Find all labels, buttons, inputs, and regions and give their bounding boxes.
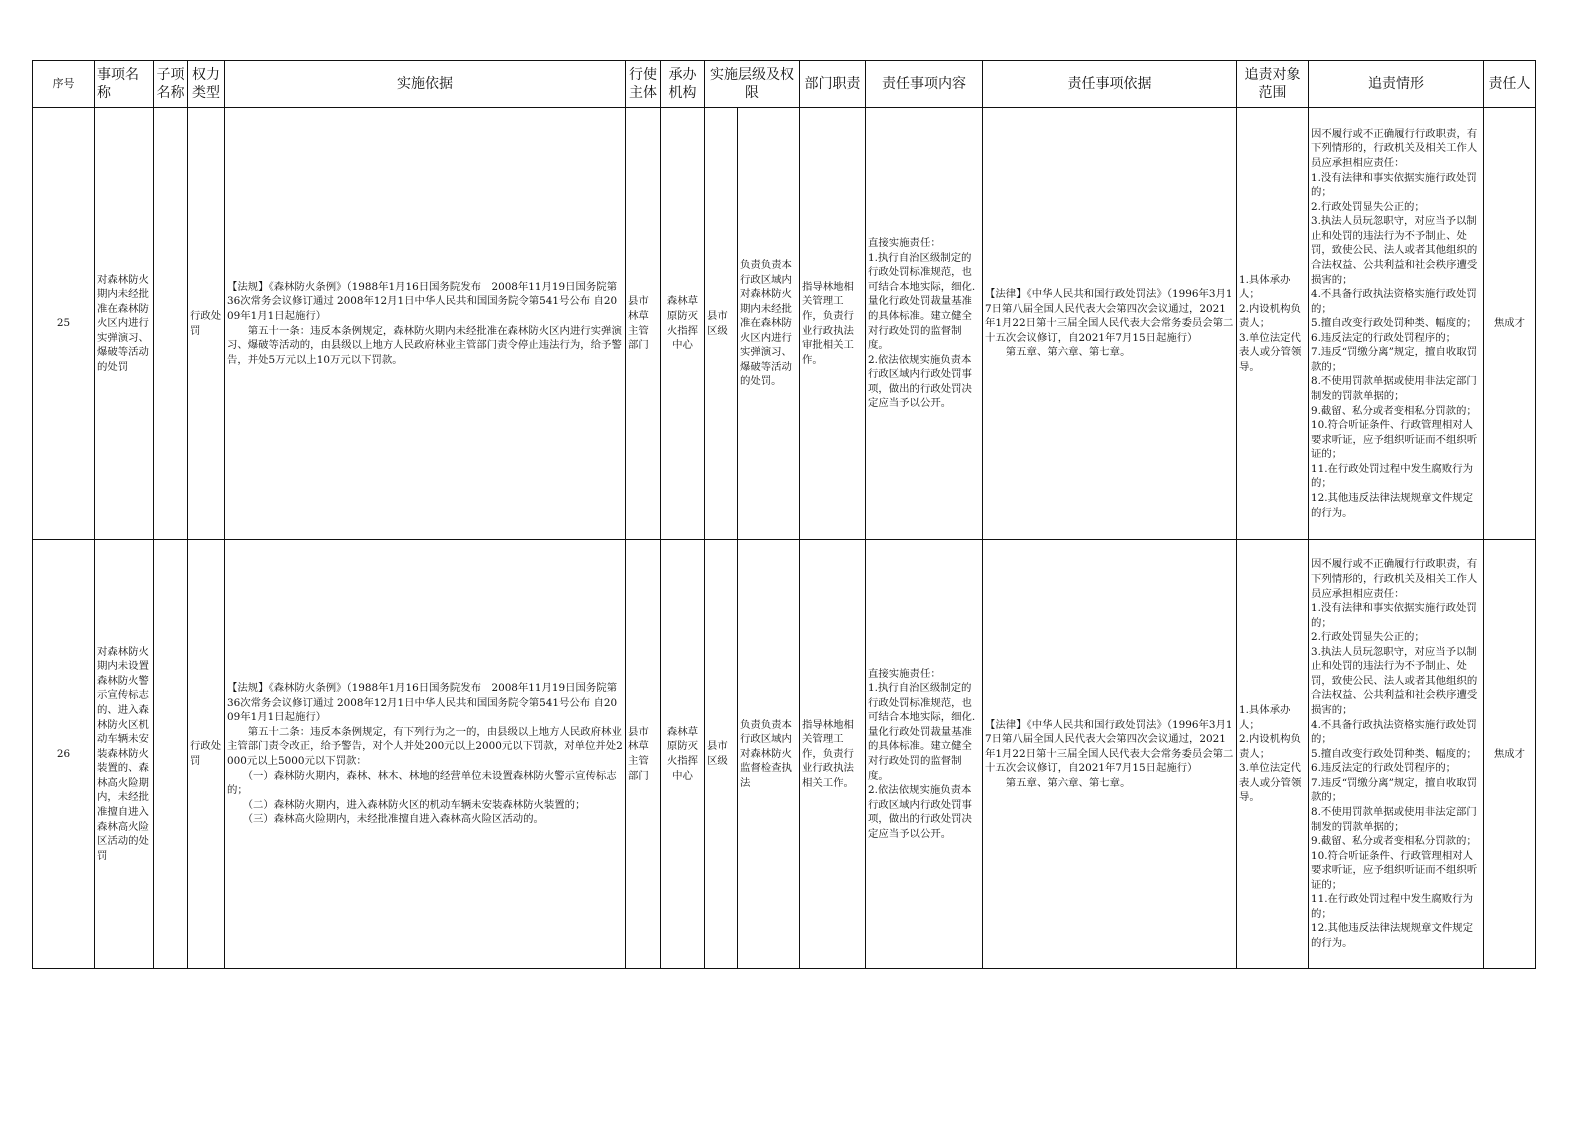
cell-resp-basis: 【法律】《中华人民共和国行政处罚法》（1996年3月17日第八届全国人民代表大会第四次会议通过，2021年1月22日第十三届全国人民代表大会常务委员会第二十五次会议修订，自2021年7月15日起施行） 第五章、第六章、第七章。 xyxy=(983,108,1237,540)
cell-situation: 因不履行或不正确履行行政职责，有下列情形的，行政机关及相关工作人员应承担相应责任： 1.没有法律和事实依据实施行政处罚的； 2.行政处罚显失公正的； 3.执法人员玩忽职守，对应当予以制止和处罚的违法行为不予制止、处罚，致使公民、法人或者其他组织的合法权益、公共利益和社会秩序遭受损害的； 4.不具备行政执法资格实施行政处罚的； 5.擅自改变行政处罚种类、幅度的； 6.违反法定的行政处罚程序的； 7.违反“罚缴分离”规定，擅自收取罚款的； 8.不使用罚款单据或使用非法定部门制发的罚款单据的； 9.截留、私分或者变相私分罚款的； 10.符合听证条件、行政管理相对人要求听证，应予组织听证而不组织听证的； 11.在行政处罚过程中发生腐败行为的； 12.其他违反法律法规规章文件规定的行为。 xyxy=(1309,108,1484,540)
header-resp-content: 责任事项内容 xyxy=(866,61,983,108)
cell-level: 县市区级 xyxy=(705,108,738,540)
cell-power-type: 行政处罚 xyxy=(188,540,225,969)
cell-resp-content: 直接实施责任： 1.执行自治区级制定的行政处罚标准规范，也可结合本地实际，细化.量化行政处罚裁量基准的具体标准。建立健全对行政处罚的监督制度。 2.依法依规实施负责本行政区域内行政处罚事项，做出的行政处罚决定应当予以公开。 xyxy=(866,108,983,540)
header-situation: 追责情形 xyxy=(1309,61,1484,108)
header-subject: 行使主体 xyxy=(626,61,661,108)
cell-sub-item xyxy=(154,108,188,540)
cell-agency: 森林草原防灭火指挥中心 xyxy=(661,540,705,969)
header-seq: 序号 xyxy=(33,61,95,108)
header-item-name: 事项名称 xyxy=(95,61,154,108)
cell-person: 焦成才 xyxy=(1484,108,1536,540)
cell-item-name: 对森林防火期内未经批准在森林防火区内进行实弹演习、爆破等活动的处罚 xyxy=(95,108,154,540)
cell-target: 1.具体承办人； 2.内设机构负责人； 3.单位法定代表人或分管领导。 xyxy=(1237,108,1309,540)
cell-subject: 县市林草主管部门 xyxy=(626,540,661,969)
cell-agency: 森林草原防灭火指挥中心 xyxy=(661,108,705,540)
cell-duty: 指导林地相关管理工作，负责行业行政执法相关工作。 xyxy=(800,540,866,969)
cell-seq: 25 xyxy=(33,108,95,540)
header-level: 实施层级及权限 xyxy=(705,61,800,108)
header-sub-item: 子项名称 xyxy=(154,61,188,108)
cell-sub-item xyxy=(154,540,188,969)
cell-level: 县市区级 xyxy=(705,540,738,969)
cell-seq: 26 xyxy=(33,540,95,969)
cell-power-type: 行政处罚 xyxy=(188,108,225,540)
header-resp-basis: 责任事项依据 xyxy=(983,61,1237,108)
header-person: 责任人 xyxy=(1484,61,1536,108)
cell-target: 1.具体承办人； 2.内设机构负责人； 3.单位法定代表人或分管领导。 xyxy=(1237,540,1309,969)
cell-basis: 【法规】《森林防火条例》（1988年1月16日国务院发布 2008年11月19日国务院第36次常务会议修订通过 2008年12月1日中华人民共和国国务院令第541号公布 自2009年1月1日起施行） 第五十二条：违反本条例规定，有下列行为之一的，由县级以上地方人民政府林业主管部门责令改正，给予警告，对个人并处200元以上2000元以下罚款，对单位并处2000元以上5000元以下罚款： （一）森林防火期内，森林、林木、林地的经营单位未设置森林防火警示宣传标志的； （二）森林防火期内，进入森林防火区的机动车辆未安装森林防火装置的； （三）森林高火险期内，未经批准擅自进入森林高火险区活动的。 xyxy=(225,540,626,969)
cell-person: 焦成才 xyxy=(1484,540,1536,969)
responsibility-table xyxy=(32,60,1536,969)
cell-subject: 县市林草主管部门 xyxy=(626,108,661,540)
header-target: 追责对象范围 xyxy=(1237,61,1309,108)
table-row xyxy=(33,540,1536,969)
header-power-type: 权力类型 xyxy=(188,61,225,108)
cell-situation: 因不履行或不正确履行行政职责，有下列情形的，行政机关及相关工作人员应承担相应责任： 1.没有法律和事实依据实施行政处罚的； 2.行政处罚显失公正的； 3.执法人员玩忽职守，对应当予以制止和处罚的违法行为不予制止、处罚，致使公民、法人或者其他组织的合法权益、公共利益和社会秩序遭受损害的； 4.不具备行政执法资格实施行政处罚的； 5.擅自改变行政处罚种类、幅度的； 6.违反法定的行政处罚程序的； 7.违反“罚缴分离”规定，擅自收取罚款的； 8.不使用罚款单据或使用非法定部门制发的罚款单据的； 9.截留、私分或者变相私分罚款的； 10.符合听证条件、行政管理相对人要求听证，应予组织听证而不组织听证的； 11.在行政处罚过程中发生腐败行为的； 12.其他违反法律法规规章文件规定的行为。 xyxy=(1309,540,1484,969)
cell-resp-basis: 【法律】《中华人民共和国行政处罚法》（1996年3月17日第八届全国人民代表大会第四次会议通过，2021年1月22日第十三届全国人民代表大会常务委员会第二十五次会议修订，自2021年7月15日起施行） 第五章、第六章、第七章。 xyxy=(983,540,1237,969)
cell-duty: 指导林地相关管理工作，负责行业行政执法审批相关工作。 xyxy=(800,108,866,540)
header-agency: 承办机构 xyxy=(661,61,705,108)
cell-item-name: 对森林防火期内未设置森林防火警示宣传标志的、进入森林防火区机动车辆未安装森林防火装置的、森林高火险期内，未经批准擅自进入森林高火险区活动的处罚 xyxy=(95,540,154,969)
cell-authority: 负责负责本行政区域内对森林防火期内未经批准在森林防火区内进行实弹演习、爆破等活动的处罚。 xyxy=(738,108,800,540)
header-row xyxy=(33,61,1536,108)
cell-resp-content: 直接实施责任： 1.执行自治区级制定的行政处罚标准规范，也可结合本地实际，细化.量化行政处罚裁量基准的具体标准。建立健全对行政处罚的监督制度。 2.依法依规实施负责本行政区域内行政处罚事项，做出的行政处罚决定应当予以公开。 xyxy=(866,540,983,969)
cell-basis: 【法规】《森林防火条例》（1988年1月16日国务院发布 2008年11月19日国务院第36次常务会议修订通过 2008年12月1日中华人民共和国国务院令第541号公布 自2009年1月1日起施行） 第五十一条：违反本条例规定，森林防火期内未经批准在森林防火区内进行实弹演习、爆破等活动的，由县级以上地方人民政府林业主管部门责令停止违法行为，给予警告，并处5万元以上10万元以下罚款。 xyxy=(225,108,626,540)
header-basis: 实施依据 xyxy=(225,61,626,108)
table-row xyxy=(33,108,1536,540)
header-duty: 部门职责 xyxy=(800,61,866,108)
cell-authority: 负责负责本行政区域内对森林防火监督检查执法 xyxy=(738,540,800,969)
